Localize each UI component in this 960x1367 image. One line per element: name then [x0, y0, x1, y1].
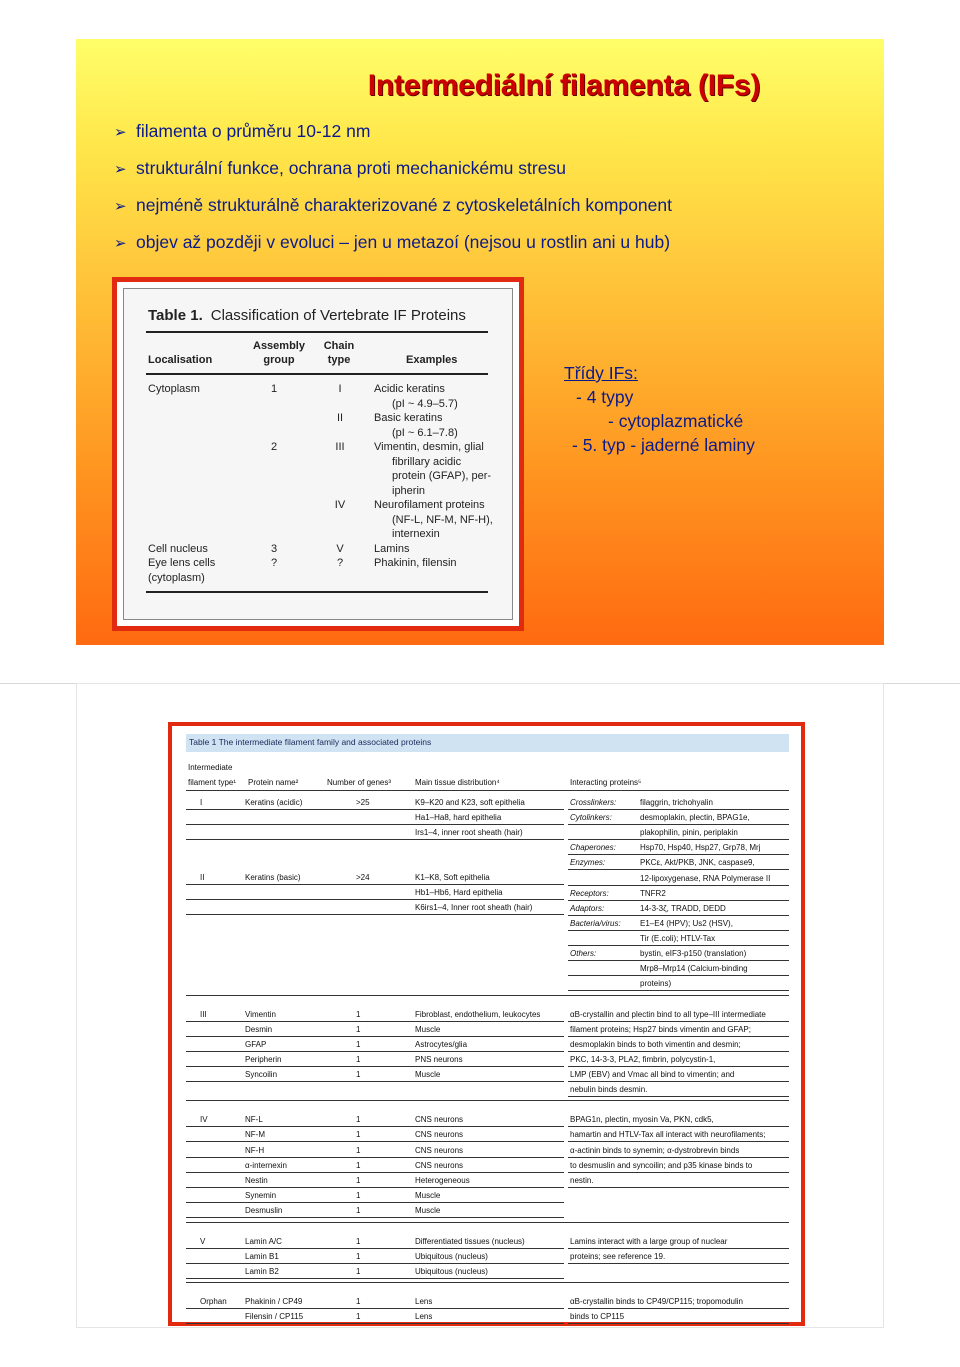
bullet-item: ➢ nejméně strukturálně charakterizované z cytoskeletálních komponent	[114, 195, 672, 215]
cell-tissue: Irs1–4, inner root sheath (hair)	[415, 828, 523, 837]
row-rule	[568, 915, 789, 916]
table-title: Table 1. Classification of Vertebrate IF Proteins	[148, 307, 466, 324]
cell-gene-count: 1	[356, 1055, 361, 1064]
row-rule	[186, 899, 564, 900]
cell-tissue: Muscle	[415, 1025, 441, 1034]
arrow-bullet-icon: ➢	[114, 198, 127, 215]
cell-tissue: Fibroblast, endothelium, leukocytes	[415, 1010, 541, 1019]
row-rule	[568, 1051, 789, 1052]
cell-gene-count: 1	[356, 1146, 361, 1155]
cell-interacting-proteins: Tir (E.coli); HTLV-Tax	[640, 933, 716, 943]
row-rule	[568, 1323, 789, 1324]
cell-localisation: Cytoplasm	[148, 383, 200, 395]
group-rule	[186, 1282, 789, 1283]
cell-tissue: Differentiated tissues (nucleus)	[415, 1237, 525, 1246]
cell-protein-name: Vimentin	[245, 1010, 276, 1019]
cell-interacting-proteins: bystin, eIF3-p150 (translation)	[640, 949, 747, 958]
cell-gene-count: 1	[356, 1297, 361, 1306]
row-rule	[186, 1051, 564, 1052]
slide-title: Intermediální filamenta (IFs)	[367, 69, 761, 102]
row-rule	[568, 809, 789, 810]
row-rule	[568, 1126, 789, 1127]
cell-interacting-proteins: PKCε, Akt/PKB, JNK, caspase9,	[640, 858, 755, 868]
slide-1	[76, 39, 884, 645]
cell-tissue: Muscle	[415, 1206, 441, 1215]
cell-gene-count: 1	[356, 1191, 361, 1200]
classification-table-image	[112, 277, 524, 631]
cell-interacting-proteins: filaggrin, trichohyalin	[640, 798, 713, 807]
header-if-type: Intermediate	[188, 763, 233, 772]
cell-protein-name: NF-M	[245, 1130, 265, 1139]
row-rule	[568, 1308, 789, 1309]
cell-tissue: CNS neurons	[415, 1146, 464, 1155]
cell-tissue: Ubiquitous (nucleus)	[415, 1252, 488, 1261]
row-rule	[568, 869, 789, 870]
row-rule	[568, 975, 789, 976]
bullet-item: ➢ filamenta o průměru 10-12 nm	[114, 121, 371, 141]
cell-interacting-proteins: Lamins interact with a large group of nuclear	[570, 1237, 728, 1246]
row-rule	[568, 1066, 789, 1067]
cell-interacting-proteins: desmoplakin, plectin, BPAG1e,	[640, 813, 750, 823]
row-rule	[186, 1141, 564, 1142]
cell-interaction-category: Others:	[570, 949, 597, 958]
group-rule	[186, 1100, 789, 1101]
cell-tissue: CNS neurons	[415, 1115, 464, 1124]
cell-tissue: Lens	[415, 1297, 433, 1306]
cell-tissue: Ubiquitous (nucleus)	[415, 1267, 488, 1276]
table-rule	[146, 373, 488, 375]
header-rule	[186, 790, 789, 791]
header-assembly: Assembly group	[253, 340, 305, 366]
cell-gene-count: 1	[356, 1206, 361, 1215]
cell-interacting-proteins: BPAG1n, plectin, myosin Va, PKN, cdk5,	[570, 1115, 714, 1124]
row-rule	[186, 914, 564, 915]
classes-line: - 4 typy	[576, 387, 634, 407]
cell-assembly-group: ?	[270, 557, 278, 569]
cell-interacting-proteins: TNFR2	[640, 888, 666, 898]
cell-tissue: K6irs1–4, Inner root sheath (hair)	[415, 903, 533, 912]
cell-interacting-proteins: to desmuslin and syncoilin; and p35 kinase binds to	[570, 1161, 753, 1170]
cell-interaction-category: Crosslinkers:	[570, 798, 617, 807]
header-protein-name: Protein name²	[248, 778, 299, 787]
cell-chain-type: I	[338, 383, 342, 395]
cell-protein-name: Lamin A/C	[245, 1237, 282, 1246]
row-rule	[186, 1172, 564, 1173]
cell-protein-name: Syncoilin	[245, 1070, 278, 1079]
row-rule	[186, 1263, 564, 1264]
group-rule	[186, 1222, 789, 1223]
cell-assembly-group: 2	[270, 441, 278, 453]
cell-interacting-proteins: αB-crystallin and plectin bind to all type–III intermediate	[570, 1010, 766, 1019]
row-rule	[186, 1323, 564, 1324]
cell-interacting-proteins: 14-3-3ζ, TRADD, DEDD	[640, 903, 726, 913]
row-rule	[186, 824, 564, 825]
cell-gene-count: 1	[356, 1025, 361, 1034]
cell-tissue: Ha1–Ha8, hard epithelia	[415, 813, 502, 822]
cell-chain-type: III	[335, 441, 345, 453]
cell-protein-name: Nestin	[245, 1176, 268, 1185]
cell-tissue: Muscle	[415, 1070, 441, 1079]
row-rule	[568, 1187, 789, 1188]
cell-protein-name: Lamin B1	[245, 1252, 279, 1261]
cell-protein-name: Desmin	[245, 1025, 273, 1034]
cell-interacting-proteins: nebulin binds desmin.	[570, 1085, 648, 1094]
cell-examples: Vimentin, desmin, glial	[374, 441, 484, 453]
cell-protein-name: Keratins (basic)	[245, 873, 301, 882]
header-gene-count: Number of genes³	[327, 778, 392, 787]
cell-gene-count: 1	[356, 1070, 361, 1079]
row-rule	[186, 1187, 564, 1188]
cell-interacting-proteins: proteins)	[640, 979, 672, 989]
bullet-item: ➢ strukturální funkce, ochrana proti mechanickému stresu	[114, 158, 566, 178]
cell-gene-count: 1	[356, 1176, 361, 1185]
bullet-list	[114, 121, 672, 269]
row-rule	[568, 1096, 789, 1097]
cell-interacting-proteins: hamartin and HTLV-Tax all interact with neurofilaments;	[570, 1130, 766, 1139]
row-rule	[568, 900, 789, 901]
cell-interaction-category: Receptors:	[570, 888, 609, 898]
row-rule	[568, 990, 789, 991]
cell-tissue: K9–K20 and K23, soft epithelia	[415, 798, 525, 807]
cell-examples: (NF-L, NF-M, NF-H),	[392, 513, 493, 526]
header-tissue: Main tissue distribution⁴	[415, 778, 500, 787]
cell-tissue: PNS neurons	[415, 1055, 463, 1064]
row-rule	[186, 809, 564, 810]
cell-examples: Lamins	[374, 542, 410, 555]
row-rule	[186, 884, 564, 885]
cell-interaction-category: Chaperones:	[570, 843, 616, 853]
classes-line: - 5. typ - jaderné laminy	[572, 435, 755, 455]
row-rule	[568, 1141, 789, 1142]
cell-if-type: I	[200, 798, 203, 807]
cell-chain-type: V	[336, 542, 344, 555]
cell-assembly-group: 3	[270, 542, 278, 555]
arrow-bullet-icon: ➢	[114, 161, 127, 178]
cell-tissue: Hb1–Hb6, Hard epithelia	[415, 888, 503, 897]
cell-protein-name: Lamin B2	[245, 1267, 279, 1276]
cell-chain-type: IV	[334, 499, 346, 511]
cell-protein-name: Keratins (acidic)	[245, 798, 303, 807]
cell-localisation: Cell nucleus	[148, 542, 208, 555]
cell-examples: Acidic keratins	[374, 383, 445, 395]
header-if-type: filament type¹	[188, 778, 237, 787]
row-rule	[568, 1081, 789, 1082]
cell-tissue: K1–K8, Soft epithelia	[415, 873, 490, 882]
row-rule	[568, 945, 789, 946]
cell-protein-name: Phakinin / CP49	[245, 1297, 303, 1306]
table-rule	[146, 331, 488, 333]
row-rule	[568, 960, 789, 961]
cell-gene-count: 1	[356, 1010, 361, 1019]
cell-localisation: (cytoplasm)	[148, 571, 205, 584]
cell-gene-count: >24	[356, 873, 370, 882]
row-rule	[568, 1263, 789, 1264]
cell-if-type: Orphan	[200, 1297, 227, 1306]
row-rule	[568, 1248, 789, 1249]
cell-protein-name: Synemin	[245, 1191, 277, 1200]
cell-interacting-proteins: LMP (EBV) and Vmac all bind to vimentin; and	[570, 1070, 735, 1079]
row-rule	[186, 1066, 564, 1067]
row-rule	[568, 1172, 789, 1173]
cell-interacting-proteins: Hsp70, Hsp40, Hsp27, Grp78, Mrj	[640, 843, 761, 853]
cell-examples: ipherin	[392, 484, 426, 497]
cell-tissue: CNS neurons	[415, 1161, 464, 1170]
cell-examples: fibrillary acidic	[392, 455, 462, 468]
cell-gene-count: 1	[356, 1130, 361, 1139]
cell-if-type: II	[200, 873, 205, 882]
cell-examples: protein (GFAP), per-	[392, 470, 492, 482]
row-rule	[186, 1308, 564, 1309]
cell-interacting-proteins: plakophilin, pinin, periplakin	[640, 828, 738, 838]
row-rule	[568, 839, 789, 840]
cell-interaction-category: Adaptors:	[570, 903, 605, 913]
cell-gene-count: 1	[356, 1312, 361, 1321]
cell-if-type: IV	[200, 1115, 208, 1124]
row-rule	[186, 1278, 564, 1279]
cell-examples: internexin	[392, 528, 440, 540]
row-rule	[568, 1036, 789, 1037]
cell-protein-name: NF-L	[245, 1115, 263, 1124]
header-localisation: Localisation	[148, 354, 213, 366]
table-rule	[146, 591, 488, 593]
row-rule	[568, 854, 789, 855]
cell-tissue: Lens	[415, 1312, 433, 1321]
cell-gene-count: 1	[356, 1115, 361, 1124]
cell-protein-name: GFAP	[245, 1040, 267, 1049]
cell-interacting-proteins: nestin.	[570, 1176, 594, 1185]
cell-examples: Basic keratins	[374, 412, 443, 424]
row-rule	[568, 1021, 789, 1022]
cell-gene-count: 1	[356, 1252, 361, 1261]
cell-assembly-group: 1	[270, 383, 278, 395]
cell-chain-type: ?	[336, 557, 344, 569]
row-rule	[568, 1157, 789, 1158]
cell-interacting-proteins: 12-lipoxygenase, RNA Polymerase II	[640, 873, 771, 883]
cell-interacting-proteins: binds to CP115	[570, 1312, 625, 1321]
header-chain: Chain type	[323, 340, 355, 366]
cell-examples: Phakinin, filensin	[374, 557, 457, 569]
row-rule	[186, 1081, 564, 1082]
row-rule	[186, 1126, 564, 1127]
cell-chain-type: II	[336, 412, 344, 424]
cell-protein-name: Desmuslin	[245, 1206, 283, 1215]
row-rule	[186, 1202, 564, 1203]
bullet-item: ➢ objev až později v evoluci – jen u metazoí (nejsou u rostlin ani u hub)	[114, 232, 671, 252]
cell-tissue: CNS neurons	[415, 1130, 464, 1139]
classes-line: - cytoplazmatické	[608, 411, 744, 431]
header-interacting: Interacting proteins⁵	[570, 778, 642, 787]
cell-interacting-proteins: filament proteins; Hsp27 binds vimentin and GFAP;	[570, 1025, 751, 1034]
cell-interacting-proteins: α-actinin binds to synemin; α-dystrobrevin binds	[570, 1146, 740, 1155]
cell-protein-name: Filensin / CP115	[245, 1312, 304, 1321]
row-rule	[186, 1248, 564, 1249]
table-title: Table 1 The intermediate filament family and associated proteins	[189, 737, 432, 747]
row-rule	[186, 839, 564, 840]
cell-interaction-category: Enzymes:	[570, 858, 606, 868]
cell-examples: (pI ~ 4.9–5.7)	[392, 397, 458, 410]
arrow-bullet-icon: ➢	[114, 235, 127, 252]
cell-examples: Neurofilament proteins	[374, 499, 485, 511]
cell-gene-count: 1	[356, 1040, 361, 1049]
cell-interaction-category: Cytolinkers:	[570, 813, 612, 823]
cell-interacting-proteins: desmoplakin binds to both vimentin and desmin;	[570, 1040, 741, 1049]
cell-examples: (pI ~ 6.1–7.8)	[392, 426, 458, 439]
cell-tissue: Muscle	[415, 1191, 441, 1200]
arrow-bullet-icon: ➢	[114, 124, 127, 141]
classes-heading: Třídy IFs:	[564, 363, 638, 383]
group-rule	[186, 995, 789, 996]
row-rule	[568, 885, 789, 886]
row-rule	[186, 1217, 564, 1218]
cell-protein-name: α-internexin	[245, 1161, 287, 1170]
cell-interacting-proteins: PKC, 14-3-3, PLA2, fimbrin, polycystin-1,	[570, 1055, 716, 1064]
cell-interacting-proteins: E1–E4 (HPV); Us2 (HSV),	[640, 918, 733, 928]
cell-protein-name: NF-H	[245, 1146, 265, 1155]
cell-gene-count: 1	[356, 1161, 361, 1170]
row-rule	[568, 824, 789, 825]
cell-localisation: Eye lens cells	[148, 557, 216, 569]
if-classes-note	[564, 361, 755, 457]
cell-interaction-category: Bacteria/virus:	[570, 918, 621, 928]
cell-if-type: V	[200, 1237, 206, 1246]
cell-gene-count: 1	[356, 1267, 361, 1276]
cell-gene-count: 1	[356, 1237, 361, 1246]
row-rule	[186, 1157, 564, 1158]
header-examples: Examples	[406, 354, 458, 366]
cell-tissue: Heterogeneous	[415, 1176, 470, 1185]
row-rule	[186, 1036, 564, 1037]
cell-gene-count: >25	[356, 798, 370, 807]
cell-protein-name: Peripherin	[245, 1055, 282, 1064]
cell-if-type: III	[200, 1010, 207, 1019]
cell-interacting-proteins: αB-crystallin binds to CP49/CP115; tropomodulin	[570, 1297, 744, 1306]
row-rule	[568, 930, 789, 931]
cell-interacting-proteins: Mrp8–Mrp14 (Calcium-binding	[640, 964, 748, 974]
row-rule	[186, 1021, 564, 1022]
cell-interacting-proteins: proteins; see reference 19.	[570, 1252, 666, 1261]
cell-tissue: Astrocytes/glia	[415, 1040, 468, 1049]
